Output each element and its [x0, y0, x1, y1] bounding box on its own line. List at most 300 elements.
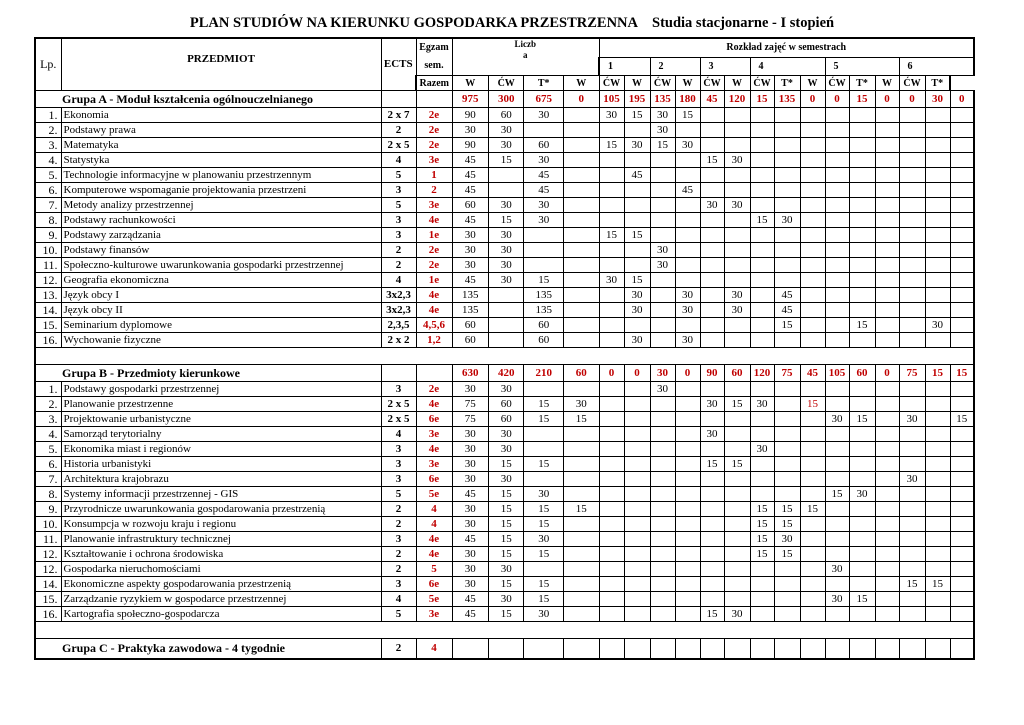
header-sem-cw: ĆW — [700, 76, 724, 91]
group-a-total: 105 — [599, 91, 624, 108]
hours-cell: 45 — [774, 303, 800, 318]
exam-semester: 1e — [416, 273, 452, 288]
hours-cell — [724, 442, 750, 457]
hours-cell — [899, 198, 925, 213]
hours-cell — [564, 108, 599, 123]
separator-row — [35, 622, 974, 639]
hours-cell — [825, 183, 849, 198]
exam-semester: 4e — [416, 442, 452, 457]
table-row — [35, 577, 974, 592]
table-row — [35, 108, 974, 123]
hours-cell: 30 — [675, 333, 700, 348]
hours-cell — [599, 532, 624, 547]
hours-cell: 15 — [524, 273, 564, 288]
group-a-total: 975 — [452, 91, 488, 108]
hours-cell — [750, 243, 774, 258]
hours-cell — [624, 607, 650, 622]
hours-cell — [875, 562, 899, 577]
group-b-total: 75 — [899, 365, 925, 382]
hours-cell — [875, 592, 899, 607]
title-main: PLAN STUDIÓW NA KIERUNKU GOSPODARKA PRZESTRZENNA — [189, 15, 638, 31]
subject-name: Język obcy I — [61, 288, 381, 303]
hours-cell — [599, 333, 624, 348]
hours-cell — [599, 397, 624, 412]
exam-semester: 2e — [416, 108, 452, 123]
hours-cell — [800, 532, 825, 547]
hours-cell — [825, 427, 849, 442]
subject-name: Podstawy zarządzania — [61, 228, 381, 243]
hours-cell — [899, 562, 925, 577]
exam-semester: 1 — [416, 168, 452, 183]
hours-cell: 30 — [524, 532, 564, 547]
hours-cell — [825, 243, 849, 258]
hours-cell — [650, 288, 675, 303]
hours-cell — [564, 382, 599, 397]
hours-cell — [700, 288, 724, 303]
hours-cell — [675, 318, 700, 333]
hours-cell: 30 — [675, 288, 700, 303]
hours-cell — [899, 183, 925, 198]
hours-cell: 30 — [700, 397, 724, 412]
hours-cell — [825, 213, 849, 228]
hours-cell — [774, 258, 800, 273]
hours-cell — [800, 592, 825, 607]
hours-cell — [825, 198, 849, 213]
hours-cell — [774, 427, 800, 442]
exam-semester: 4e — [416, 303, 452, 318]
row-number: 5. — [35, 442, 61, 457]
hours-cell: 15 — [488, 577, 523, 592]
ects-value: 5 — [381, 168, 416, 183]
hours-cell: 15 — [750, 502, 774, 517]
header-cw: ĆW — [488, 76, 523, 91]
row-number: 7. — [35, 198, 61, 213]
hours-cell — [925, 472, 950, 487]
hours-cell: 30 — [488, 472, 523, 487]
exam-semester: 1,2 — [416, 333, 452, 348]
hours-cell — [750, 577, 774, 592]
hours-cell: 30 — [624, 138, 650, 153]
hours-cell — [774, 412, 800, 427]
group-c-name: Grupa C - Praktyka zawodowa - 4 tygodnie — [35, 639, 381, 660]
hours-cell — [724, 532, 750, 547]
hours-cell — [899, 607, 925, 622]
hours-cell — [564, 243, 599, 258]
hours-cell — [950, 457, 974, 472]
group-a-total: 675 — [524, 91, 564, 108]
hours-cell — [875, 333, 899, 348]
hours-cell — [950, 213, 974, 228]
header-lp: Lp. — [35, 38, 61, 91]
hours-cell: 30 — [488, 562, 523, 577]
group-a-total: 300 — [488, 91, 523, 108]
hours-cell: 15 — [849, 592, 875, 607]
hours-cell — [599, 243, 624, 258]
hours-cell — [724, 577, 750, 592]
hours-cell: 30 — [675, 303, 700, 318]
hours-cell — [825, 502, 849, 517]
hours-cell: 30 — [899, 412, 925, 427]
hours-cell — [950, 472, 974, 487]
hours-cell: 30 — [488, 198, 523, 213]
ects-value: 2,3,5 — [381, 318, 416, 333]
hours-cell: 30 — [750, 397, 774, 412]
hours-cell — [950, 243, 974, 258]
hours-cell — [774, 397, 800, 412]
header-sem-cw: ĆW — [750, 76, 774, 91]
hours-cell — [564, 472, 599, 487]
hours-cell — [724, 108, 750, 123]
hours-cell — [700, 213, 724, 228]
header-sem-t: T* — [925, 76, 950, 91]
hours-cell — [524, 228, 564, 243]
header-liczba: Liczb a — [452, 38, 599, 76]
group-b-total: 30 — [650, 365, 675, 382]
exam-semester: 1e — [416, 228, 452, 243]
semester-4: 4 — [750, 57, 825, 75]
hours-cell — [899, 288, 925, 303]
hours-cell — [750, 592, 774, 607]
hours-cell — [800, 318, 825, 333]
hours-cell: 30 — [675, 138, 700, 153]
hours-cell — [700, 442, 724, 457]
hours-cell — [875, 639, 899, 660]
hours-cell — [825, 288, 849, 303]
hours-cell — [650, 457, 675, 472]
hours-cell — [524, 243, 564, 258]
table-row — [35, 502, 974, 517]
hours-cell — [925, 198, 950, 213]
row-number: 11. — [35, 258, 61, 273]
hours-cell — [925, 123, 950, 138]
hours-cell — [849, 457, 875, 472]
hours-cell: 30 — [849, 487, 875, 502]
hours-cell: 15 — [724, 457, 750, 472]
hours-cell — [899, 592, 925, 607]
hours-cell — [675, 273, 700, 288]
hours-cell — [774, 442, 800, 457]
hours-cell — [849, 502, 875, 517]
hours-cell: 15 — [700, 607, 724, 622]
group-b-total: 0 — [675, 365, 700, 382]
hours-cell — [650, 228, 675, 243]
hours-cell — [564, 318, 599, 333]
hours-cell — [675, 502, 700, 517]
hours-cell — [564, 442, 599, 457]
hours-cell — [875, 303, 899, 318]
group-a-total: 0 — [899, 91, 925, 108]
hours-cell: 30 — [825, 412, 849, 427]
hours-cell — [875, 243, 899, 258]
hours-cell: 45 — [452, 532, 488, 547]
hours-cell: 15 — [524, 577, 564, 592]
exam-semester: 2 — [416, 183, 452, 198]
hours-cell: 30 — [488, 123, 523, 138]
hours-cell — [925, 427, 950, 442]
hours-cell: 30 — [624, 288, 650, 303]
hours-cell — [875, 472, 899, 487]
hours-cell — [675, 412, 700, 427]
hours-cell — [564, 153, 599, 168]
ects-value: 5 — [381, 607, 416, 622]
hours-cell — [750, 138, 774, 153]
hours-cell — [849, 168, 875, 183]
hours-cell — [750, 123, 774, 138]
hours-cell — [724, 138, 750, 153]
ects-value: 4 — [381, 273, 416, 288]
ects-value: 3x2,3 — [381, 303, 416, 318]
hours-cell — [452, 639, 488, 660]
hours-cell — [564, 273, 599, 288]
row-number: 2. — [35, 123, 61, 138]
hours-cell — [849, 562, 875, 577]
hours-cell — [875, 288, 899, 303]
hours-cell: 30 — [624, 303, 650, 318]
hours-cell — [650, 532, 675, 547]
table-row — [35, 382, 974, 397]
hours-cell — [899, 243, 925, 258]
hours-cell — [849, 442, 875, 457]
hours-cell — [724, 562, 750, 577]
hours-cell — [800, 487, 825, 502]
group-a-total: 180 — [675, 91, 700, 108]
hours-cell: 30 — [564, 397, 599, 412]
row-number: 4. — [35, 153, 61, 168]
hours-cell: 15 — [925, 577, 950, 592]
hours-cell — [899, 213, 925, 228]
hours-cell — [774, 592, 800, 607]
hours-cell — [599, 288, 624, 303]
table-row — [35, 427, 974, 442]
hours-cell — [700, 138, 724, 153]
group-b-total: 60 — [849, 365, 875, 382]
hours-cell: 45 — [452, 273, 488, 288]
group-a-total: 15 — [849, 91, 875, 108]
hours-cell: 30 — [650, 123, 675, 138]
subject-name: Gospodarka nieruchomościami — [61, 562, 381, 577]
hours-cell — [488, 318, 523, 333]
hours-cell: 30 — [925, 318, 950, 333]
hours-cell: 15 — [825, 487, 849, 502]
hours-cell — [650, 487, 675, 502]
hours-cell — [650, 153, 675, 168]
ects-value: 3 — [381, 457, 416, 472]
hours-cell — [950, 607, 974, 622]
hours-cell — [950, 442, 974, 457]
hours-cell — [774, 562, 800, 577]
header-sem-w: W — [875, 76, 899, 91]
hours-cell — [925, 243, 950, 258]
hours-cell — [724, 183, 750, 198]
hours-cell — [800, 472, 825, 487]
table-row — [35, 442, 974, 457]
hours-cell — [899, 547, 925, 562]
hours-cell — [564, 333, 599, 348]
hours-cell — [599, 547, 624, 562]
hours-cell — [599, 153, 624, 168]
hours-cell — [899, 639, 925, 660]
hours-cell: 30 — [524, 153, 564, 168]
hours-cell — [899, 123, 925, 138]
hours-cell — [800, 138, 825, 153]
hours-cell: 15 — [724, 397, 750, 412]
hours-cell: 30 — [452, 123, 488, 138]
header-sem-cw: ĆW — [599, 76, 624, 91]
subject-name: Metody analizy przestrzennej — [61, 198, 381, 213]
semester-3: 3 — [700, 57, 750, 75]
hours-cell — [624, 213, 650, 228]
semester-2: 2 — [650, 57, 700, 75]
hours-cell — [724, 382, 750, 397]
hours-cell — [724, 592, 750, 607]
row-number: 2. — [35, 397, 61, 412]
table-row — [35, 517, 974, 532]
hours-cell — [925, 288, 950, 303]
hours-cell — [800, 123, 825, 138]
hours-cell: 30 — [750, 442, 774, 457]
hours-cell — [700, 318, 724, 333]
hours-cell — [624, 502, 650, 517]
hours-cell — [899, 457, 925, 472]
hours-cell — [650, 517, 675, 532]
hours-cell: 15 — [488, 153, 523, 168]
hours-cell — [724, 123, 750, 138]
hours-cell — [875, 138, 899, 153]
hours-cell — [950, 532, 974, 547]
hours-cell — [724, 228, 750, 243]
hours-cell: 30 — [524, 213, 564, 228]
hours-cell — [650, 577, 675, 592]
header-sem-w: W — [800, 76, 825, 91]
hours-cell: 60 — [488, 397, 523, 412]
hours-cell: 60 — [524, 138, 564, 153]
hours-cell — [925, 562, 950, 577]
hours-cell: 15 — [750, 517, 774, 532]
hours-cell — [599, 487, 624, 502]
ects-value: 2 x 5 — [381, 397, 416, 412]
hours-cell — [650, 547, 675, 562]
hours-cell: 15 — [599, 228, 624, 243]
hours-cell — [750, 382, 774, 397]
hours-cell — [675, 168, 700, 183]
hours-cell — [925, 168, 950, 183]
hours-cell — [564, 198, 599, 213]
ects-value: 3 — [381, 472, 416, 487]
group-a-total: 30 — [925, 91, 950, 108]
exam-semester: 4 — [416, 502, 452, 517]
hours-cell — [950, 487, 974, 502]
hours-cell — [564, 183, 599, 198]
hours-cell — [875, 412, 899, 427]
hours-cell — [849, 532, 875, 547]
row-number: 12. — [35, 547, 61, 562]
hours-cell: 15 — [599, 138, 624, 153]
hours-cell: 45 — [452, 168, 488, 183]
exam-semester: 3e — [416, 153, 452, 168]
hours-cell — [950, 382, 974, 397]
hours-cell — [675, 198, 700, 213]
exam-semester: 4,5,6 — [416, 318, 452, 333]
hours-cell: 15 — [774, 502, 800, 517]
ects-value: 2 — [381, 123, 416, 138]
hours-cell — [925, 382, 950, 397]
hours-cell — [774, 183, 800, 198]
ects-value: 2 x 5 — [381, 412, 416, 427]
hours-cell: 75 — [452, 397, 488, 412]
group-b-total: 45 — [800, 365, 825, 382]
row-number: 5. — [35, 168, 61, 183]
hours-cell: 135 — [452, 288, 488, 303]
hours-cell — [849, 397, 875, 412]
hours-cell: 15 — [488, 547, 523, 562]
hours-cell — [724, 502, 750, 517]
hours-cell — [825, 607, 849, 622]
hours-cell — [875, 547, 899, 562]
subject-name: Podstawy rachunkowości — [61, 213, 381, 228]
subject-name: Architektura krajobrazu — [61, 472, 381, 487]
hours-cell — [774, 153, 800, 168]
exam-semester: 4e — [416, 547, 452, 562]
hours-cell — [700, 412, 724, 427]
hours-cell: 30 — [650, 108, 675, 123]
hours-cell — [564, 562, 599, 577]
hours-cell — [650, 397, 675, 412]
hours-cell — [624, 487, 650, 502]
hours-cell — [925, 213, 950, 228]
hours-cell — [800, 412, 825, 427]
group-a-total: 0 — [564, 91, 599, 108]
row-number: 14. — [35, 303, 61, 318]
hours-cell — [899, 502, 925, 517]
hours-cell — [524, 639, 564, 660]
hours-cell — [774, 607, 800, 622]
group-c-exam: 4 — [416, 639, 452, 660]
hours-cell: 30 — [774, 532, 800, 547]
hours-cell — [700, 487, 724, 502]
hours-cell: 15 — [488, 532, 523, 547]
exam-semester: 5 — [416, 562, 452, 577]
hours-cell — [899, 108, 925, 123]
hours-cell: 135 — [524, 288, 564, 303]
separator-row — [35, 348, 974, 365]
hours-cell — [825, 303, 849, 318]
subject-name: Systemy informacji przestrzennej - GIS — [61, 487, 381, 502]
hours-cell — [624, 123, 650, 138]
group-b-total: 0 — [875, 365, 899, 382]
hours-cell — [564, 258, 599, 273]
header-sem-cw: ĆW — [899, 76, 925, 91]
hours-cell — [800, 607, 825, 622]
hours-cell: 15 — [624, 108, 650, 123]
table-row — [35, 273, 974, 288]
group-a-name: Grupa A - Moduł kształcenia ogólnouczelnianego — [35, 91, 381, 108]
group-c-ects: 2 — [381, 639, 416, 660]
hours-cell: 30 — [452, 243, 488, 258]
hours-cell — [624, 577, 650, 592]
hours-cell — [774, 228, 800, 243]
hours-cell — [724, 333, 750, 348]
hours-cell: 45 — [624, 168, 650, 183]
hours-cell — [700, 183, 724, 198]
hours-cell — [875, 228, 899, 243]
table-row — [35, 607, 974, 622]
hours-cell — [875, 397, 899, 412]
hours-cell — [675, 427, 700, 442]
hours-cell: 15 — [564, 412, 599, 427]
hours-cell — [925, 592, 950, 607]
exam-semester: 6e — [416, 412, 452, 427]
ects-value: 3 — [381, 532, 416, 547]
